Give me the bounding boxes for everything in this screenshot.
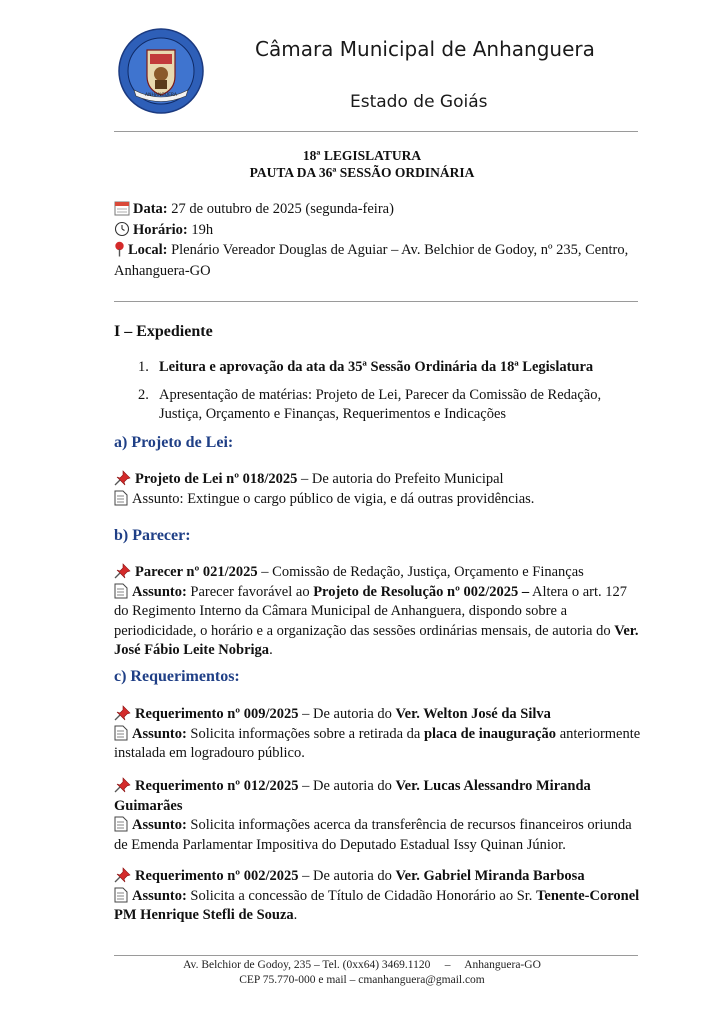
date-label: Data: bbox=[133, 201, 168, 217]
subject-text: Solicita a concessão de Título de Cidadão Honorário ao Sr. bbox=[186, 887, 537, 904]
requerimento-line bbox=[114, 867, 642, 887]
place-line-2: Anhanguera-GO bbox=[114, 262, 211, 279]
place-value: Plenário Vereador Douglas de Aguiar – Av. Belchior de Godoy, nº 235, Centro, bbox=[167, 242, 629, 258]
subject-highlight: placa de inauguração bbox=[423, 725, 557, 742]
parecer-line bbox=[114, 563, 642, 583]
document-icon bbox=[114, 725, 128, 741]
municipal-seal-logo bbox=[118, 28, 204, 114]
list-item-text-line-2: Justiça, Orçamento e Finanças, Requerimentos e Indicações bbox=[159, 406, 507, 422]
place-line bbox=[114, 240, 644, 261]
projeto-author: – De autoria do Prefeito Municipal bbox=[297, 471, 504, 487]
parecer-commission: – Comissão de Redação, Justiça, Orçamento e Finanças bbox=[257, 564, 584, 580]
subject-end: . bbox=[293, 907, 298, 923]
subject-resolution: Projeto de Resolução nº 002/2025 – bbox=[313, 583, 530, 600]
requerimento-author-prefix: – De autoria do bbox=[298, 778, 396, 794]
projeto-subject: Assunto: Extingue o cargo público de vigia, e dá outras providências. bbox=[132, 490, 535, 507]
session-heading bbox=[0, 147, 724, 181]
place-label: Local: bbox=[128, 242, 168, 258]
footer-divider bbox=[114, 955, 638, 956]
requerimento-subject bbox=[114, 725, 642, 764]
legislature-title: 18ª LEGISLATURA bbox=[302, 148, 422, 163]
subject-text: Solicita informações acerca da transferência de recursos financeiros oriunda de Emenda Parlamentar Impositiva do Deputado Estadual Issy Quinan Júnior. bbox=[114, 817, 632, 853]
subject-text-2: anteriormente instalada em logradouro público. bbox=[114, 725, 641, 761]
expediente-list bbox=[138, 358, 638, 425]
pushpin-icon bbox=[114, 777, 131, 793]
projeto-line bbox=[114, 470, 642, 490]
list-item-number: 1. bbox=[138, 359, 149, 375]
time-label: Horário: bbox=[133, 221, 188, 238]
subject-text-2: Altera o art. 127 do Regimento Interno da Câmara Municipal de Anhanguera, dispondo sobre a periodicidade, o horário e a organização das sessões ordinárias mensais, de autoria do bbox=[114, 583, 628, 639]
header-divider bbox=[114, 131, 638, 132]
pushpin-icon bbox=[114, 470, 131, 486]
time-line bbox=[114, 220, 644, 241]
requerimento-number: Requerimento nº 012/2025 bbox=[135, 778, 299, 794]
page-footer bbox=[0, 958, 724, 988]
subject-end: . bbox=[269, 642, 273, 658]
subject-author: Ver. José Fábio Leite Nobriga bbox=[114, 622, 639, 658]
parecer-title: b) Parecer: bbox=[114, 527, 191, 544]
subject-text: Parecer favorável ao bbox=[186, 583, 314, 600]
header-subtitle: Estado de Goiás bbox=[350, 92, 488, 112]
subject-label: Assunto: bbox=[132, 725, 187, 742]
date-value: 27 de outubro de 2025 (segunda-feira) bbox=[167, 201, 394, 217]
subject-label: Assunto: bbox=[132, 583, 187, 600]
projeto-title: a) Projeto de Lei: bbox=[114, 434, 234, 451]
requerimento-item bbox=[114, 777, 642, 855]
pushpin-icon bbox=[114, 867, 131, 883]
calendar-icon bbox=[114, 200, 130, 216]
agenda-title: PAUTA DA 36ª SESSÃO ORDINÁRIA bbox=[249, 165, 475, 180]
list-item-text: Leitura e aprovação da ata da 35ª Sessão Ordinária da 18ª Legislatura bbox=[159, 359, 594, 375]
requerimento-line bbox=[114, 777, 642, 816]
footer-address: Av. Belchior de Godoy, 235 – Tel. (0xx64) 3469.1120 – Anhanguera-GO bbox=[183, 959, 541, 971]
subject-honoree: Tenente-Coronel PM Henrique Stefli de Souza bbox=[114, 887, 640, 923]
requerimento-subject bbox=[114, 816, 642, 855]
subject-label: Assunto: bbox=[132, 817, 187, 833]
requerimento-author: Ver. Gabriel Miranda Barbosa bbox=[395, 868, 585, 884]
time-value: 19h bbox=[187, 221, 214, 238]
requerimento-author: Ver. Welton José da Silva bbox=[395, 706, 551, 722]
document-icon bbox=[114, 490, 128, 506]
subject-label: Assunto: bbox=[132, 887, 187, 904]
list-item-text bbox=[159, 386, 601, 425]
projeto-item bbox=[114, 470, 642, 509]
location-pin-icon bbox=[114, 241, 125, 257]
requerimento-author-prefix: – De autoria do bbox=[298, 868, 396, 884]
parecer-item bbox=[114, 563, 642, 661]
date-line bbox=[114, 199, 644, 220]
footer-contact: CEP 75.770-000 e mail – cmanhanguera@gmail.com bbox=[239, 974, 485, 986]
requerimento-author-prefix: – De autoria do bbox=[298, 706, 396, 722]
requerimento-number: Requerimento nº 002/2025 bbox=[135, 868, 299, 884]
pushpin-icon bbox=[114, 705, 131, 721]
requerimento-subject bbox=[114, 887, 642, 926]
requerimento-line bbox=[114, 705, 642, 725]
list-item bbox=[138, 358, 638, 378]
requerimento-item bbox=[114, 867, 642, 926]
parecer-number: Parecer nº 021/2025 bbox=[135, 564, 258, 580]
session-info bbox=[114, 199, 644, 281]
requerimento-author: Ver. Lucas Alessandro Miranda Guimarães bbox=[114, 778, 591, 814]
clock-icon bbox=[114, 221, 130, 237]
list-item-text-line-1: Apresentação de matérias: Projeto de Lei, Parecer da Comissão de Redação, bbox=[159, 386, 602, 403]
expediente-title: I – Expediente bbox=[114, 323, 213, 340]
info-divider bbox=[114, 301, 638, 302]
svg-text:ANHANGUERA: ANHANGUERA bbox=[145, 93, 177, 98]
requerimento-item bbox=[114, 705, 642, 764]
document-icon bbox=[114, 583, 128, 599]
document-icon bbox=[114, 887, 128, 903]
projeto-number: Projeto de Lei nº 018/2025 bbox=[135, 471, 298, 487]
page-header bbox=[0, 0, 724, 132]
parecer-subject bbox=[114, 583, 642, 661]
document-icon bbox=[114, 816, 128, 832]
subject-text: Solicita informações sobre a retirada da bbox=[186, 725, 424, 742]
projeto-subject-line bbox=[114, 490, 642, 510]
header-title: Câmara Municipal de Anhanguera bbox=[255, 37, 595, 61]
requerimentos-title: c) Requerimentos: bbox=[114, 668, 240, 685]
pushpin-icon bbox=[114, 563, 131, 579]
requerimento-number: Requerimento nº 009/2025 bbox=[135, 706, 299, 722]
list-item-number: 2. bbox=[138, 386, 149, 403]
list-item bbox=[138, 386, 638, 425]
